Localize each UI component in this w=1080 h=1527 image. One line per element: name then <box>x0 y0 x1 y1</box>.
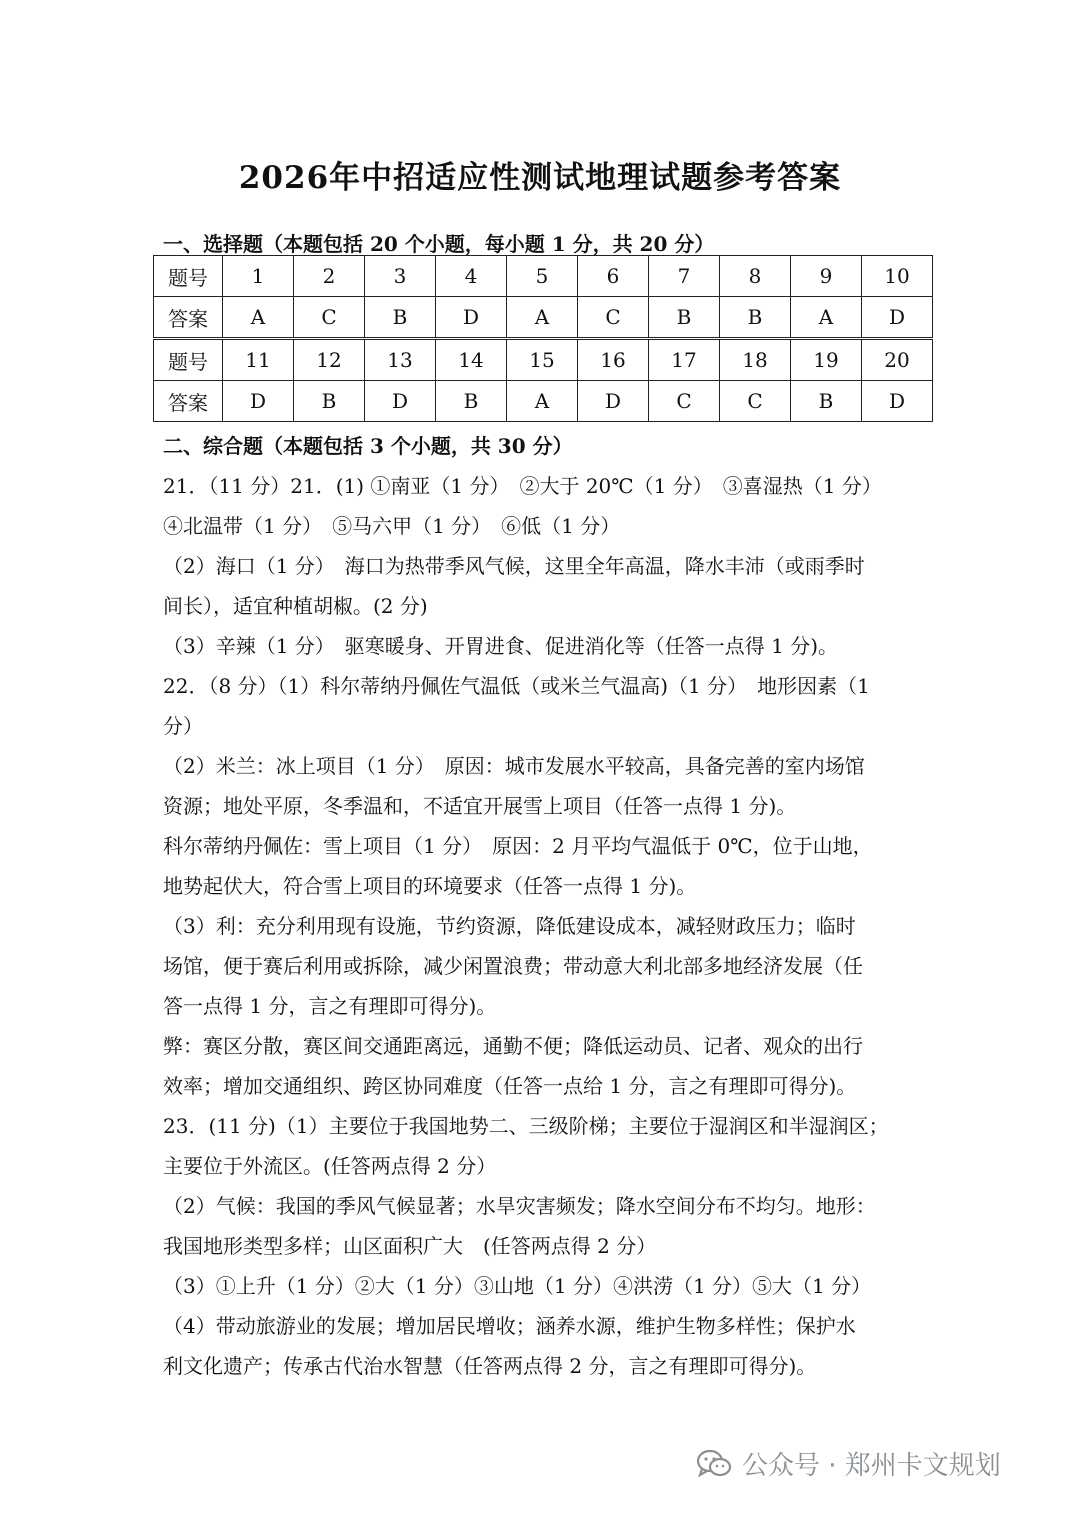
answer-cell: B <box>436 381 507 422</box>
answer-cell: A <box>223 297 294 339</box>
answer-cell: C <box>720 381 791 422</box>
answer-cell: A <box>507 297 578 339</box>
answer-cell: B <box>720 297 791 339</box>
answer-line: （2）气候：我国的季风气候显著；水旱灾害频发；降水空间分布不均匀。地形： <box>163 1194 876 1218</box>
answer-body <box>163 466 923 1386</box>
answer-line: 间长），适宜种植胡椒。(2 分) <box>163 594 428 618</box>
wechat-icon <box>696 1449 732 1479</box>
answer-line: 主要位于外流区。(任答两点得 2 分） <box>163 1154 497 1178</box>
answer-line: （3）辛辣（1 分） 驱寒暖身、开胃进食、促进消化等（任答一点得 1 分)。 <box>163 634 839 658</box>
watermark <box>696 1445 1001 1482</box>
answer-line: 21．（11 分）21．(1) ①南亚（1 分） ②大于 20℃（1 分） ③喜湿热（1 分） <box>163 474 882 498</box>
answer-cell: D <box>365 381 436 422</box>
row-label: 答案 <box>154 297 223 339</box>
answer-line: 弊：赛区分散，赛区间交通距离远，通勤不便；降低运动员、记者、观众的出行 <box>163 1034 863 1058</box>
answer-cell: D <box>223 381 294 422</box>
answer-cell: B <box>365 297 436 339</box>
answer-cell: C <box>578 297 649 339</box>
answer-line: 资源；地处平原，冬季温和，不适宜开展雪上项目（任答一点得 1 分)。 <box>163 794 797 818</box>
answer-row <box>154 381 933 422</box>
question-row <box>154 256 933 297</box>
question-number-cell: 12 <box>294 339 365 381</box>
question-number-cell: 5 <box>507 256 578 297</box>
row-label: 答案 <box>154 381 223 422</box>
answer-line: （2）海口（1 分） 海口为热带季风气候，这里全年高温，降水丰沛（或雨季时 <box>163 554 865 578</box>
question-number-cell: 3 <box>365 256 436 297</box>
question-number-cell: 2 <box>294 256 365 297</box>
answer-cell: C <box>649 381 720 422</box>
answer-line: （3）利：充分利用现有设施，节约资源，降低建设成本，减轻财政压力；临时 <box>163 914 856 938</box>
question-number-cell: 8 <box>720 256 791 297</box>
answer-cell: C <box>294 297 365 339</box>
answer-cell: B <box>649 297 720 339</box>
question-number-cell: 9 <box>791 256 862 297</box>
question-number-cell: 15 <box>507 339 578 381</box>
section-2-heading: 二、综合题（本题包括 3 个小题，共 30 分） <box>163 434 573 458</box>
answer-line: 利文化遗产；传承古代治水智慧（任答两点得 2 分，言之有理即可得分)。 <box>163 1354 817 1378</box>
question-number-cell: 20 <box>862 339 933 381</box>
question-number-cell: 4 <box>436 256 507 297</box>
answer-cell: D <box>578 381 649 422</box>
answer-row <box>154 297 933 339</box>
answer-line: 22．（8 分）（1）科尔蒂纳丹佩佐气温低（或米兰气温高)（1 分） 地形因素（1 <box>163 674 870 698</box>
answer-line: 地势起伏大，符合雪上项目的环境要求（任答一点得 1 分)。 <box>163 874 697 898</box>
answer-cell: D <box>862 297 933 339</box>
answer-cell: A <box>791 297 862 339</box>
answer-cell: D <box>862 381 933 422</box>
answer-cell: B <box>791 381 862 422</box>
question-number-cell: 10 <box>862 256 933 297</box>
question-number-cell: 7 <box>649 256 720 297</box>
question-number-cell: 1 <box>223 256 294 297</box>
answer-line: 场馆，便于赛后利用或拆除，减少闲置浪费；带动意大利北部多地经济发展（任 <box>163 954 863 978</box>
answer-line: 我国地形类型多样；山区面积广大 (任答两点得 2 分） <box>163 1234 657 1258</box>
question-row <box>154 339 933 381</box>
answer-cell: A <box>507 381 578 422</box>
row-label: 题号 <box>154 339 223 381</box>
row-label: 题号 <box>154 256 223 297</box>
page-title: 2026年中招适应性测试地理试题参考答案 <box>238 160 842 196</box>
answer-cell: B <box>294 381 365 422</box>
answer-line: 科尔蒂纳丹佩佐：雪上项目（1 分） 原因：2 月平均气温低于 0℃，位于山地， <box>163 834 873 858</box>
question-number-cell: 13 <box>365 339 436 381</box>
answer-line: （2）米兰：冰上项目（1 分） 原因：城市发展水平较高，具备完善的室内场馆 <box>163 754 865 778</box>
answer-line: 效率；增加交通组织、跨区协同难度（任答一点给 1 分，言之有理即可得分)。 <box>163 1074 857 1098</box>
question-number-cell: 19 <box>791 339 862 381</box>
answer-line: ④北温带（1 分） ⑤马六甲（1 分） ⑥低（1 分） <box>163 514 621 538</box>
question-number-cell: 6 <box>578 256 649 297</box>
answer-table <box>153 255 933 422</box>
answer-line: 分） <box>163 714 203 738</box>
answer-line: （4）带动旅游业的发展；增加居民增收；涵养水源，维护生物多样性；保护水 <box>163 1314 856 1338</box>
answer-cell: D <box>436 297 507 339</box>
answer-line: 23．(11 分)（1）主要位于我国地势二、三级阶梯；主要位于湿润区和半湿润区； <box>163 1114 889 1138</box>
question-number-cell: 11 <box>223 339 294 381</box>
question-number-cell: 18 <box>720 339 791 381</box>
question-number-cell: 16 <box>578 339 649 381</box>
answer-line: （3）①上升（1 分）②大（1 分）③山地（1 分）④洪涝（1 分）⑤大（1 分） <box>163 1274 872 1298</box>
answer-line: 答一点得 1 分，言之有理即可得分)。 <box>163 994 497 1018</box>
question-number-cell: 14 <box>436 339 507 381</box>
watermark-text: 公众号 · 郑州卡文规划 <box>742 1451 1001 1481</box>
section-1-heading: 一、选择题（本题包括 20 个小题，每小题 1 分，共 20 分） <box>163 232 715 256</box>
question-number-cell: 17 <box>649 339 720 381</box>
